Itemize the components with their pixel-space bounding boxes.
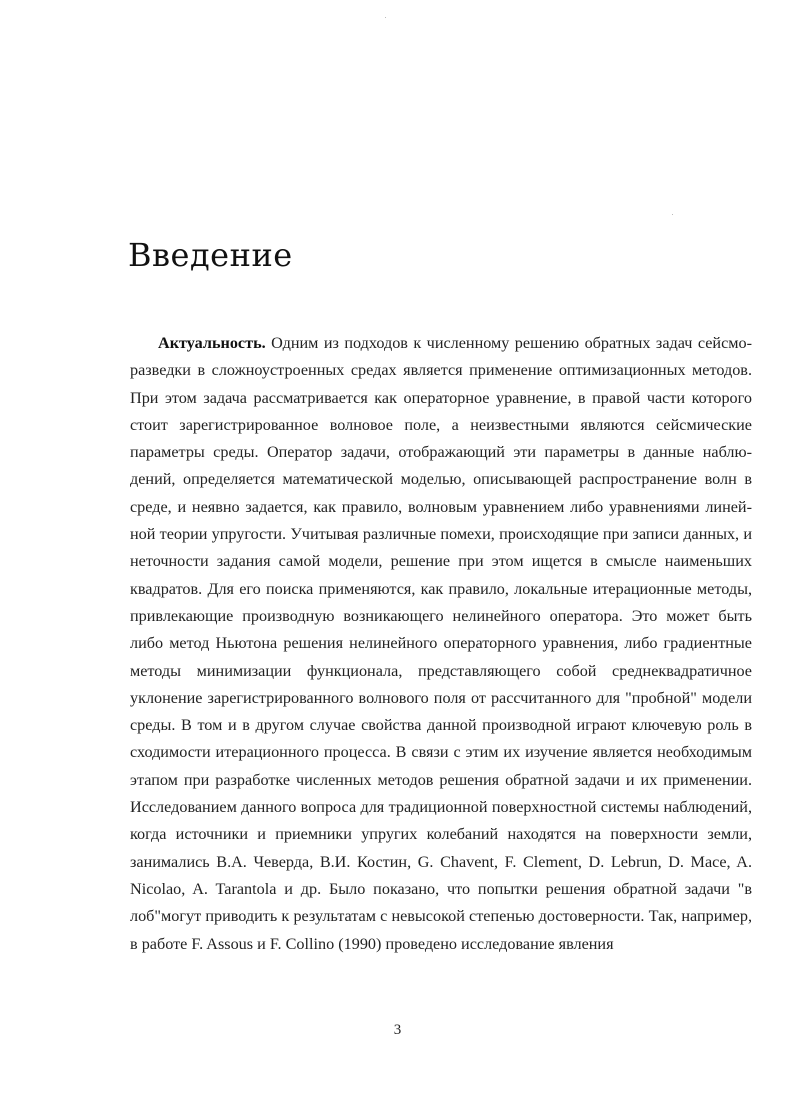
chapter-title: Введение xyxy=(128,236,293,274)
paragraph-text: Одним из подходов к численному решению обратных задач сейсморазведки в сложноустроенных средах является применение оптимизационных методов. При этом задача рассматривается как операторное уравнение, в правой части которого стоит зарегистрированное волновое поле, а неизвестными являются сейсмические параметры среды. Оператор задачи, отображающий эти параметры в данные наблюдений, определяется математической моделью, описывающей распространение волн в среде, и неявно задается, как правило, волновым уравнением либо уравнениями линейной теории упругости. Учитывая различные помехи, происходящие при записи данных, и неточности задания самой модели, решение при этом ищется в смысле наименьших квадратов. Для его поиска применяются, как правило, локальные итерационные методы, привлекающие производную возникающего нелинейного оператора. Это может быть либо метод Ньютона решения нелинейного операторного уравнения, либо градиентные методы минимизации функционала, представляющего собой среднеквадратичное уклонение зарегистрированного волнового поля от рассчитанного для "пробной" модели среды. В том и в другом случае свойства данной производной играют ключевую роль в сходимости итерационного процесса. В связи с этим их изучение является необходимым этапом при разработке численных методов решения обратной задачи и их применении. Исследованием данного вопроса для традиционной поверхностной системы наблюдений, когда источники и приемники упругих колебаний находятся на поверхности земли, занимались В.А. Чеверда, В.И. Костин, G. Chavent, F. Clement, D. Lebrun, D. Mace, A. Nicolao, A. Tarantola и др. Было показано, что попытки решения обратной задачи "в лоб"могут приводить к результатам с невысокой степенью достоверности. Так, например, в работе F. Assous и F. Collino (1990) проведено исследование явления xyxy=(130,334,752,953)
scan-speck xyxy=(672,214,673,215)
scan-speck xyxy=(385,17,386,18)
body-paragraph xyxy=(130,330,752,958)
paragraph-lead-term: Актуальность. xyxy=(158,334,266,352)
page-number: 3 xyxy=(393,1022,402,1038)
